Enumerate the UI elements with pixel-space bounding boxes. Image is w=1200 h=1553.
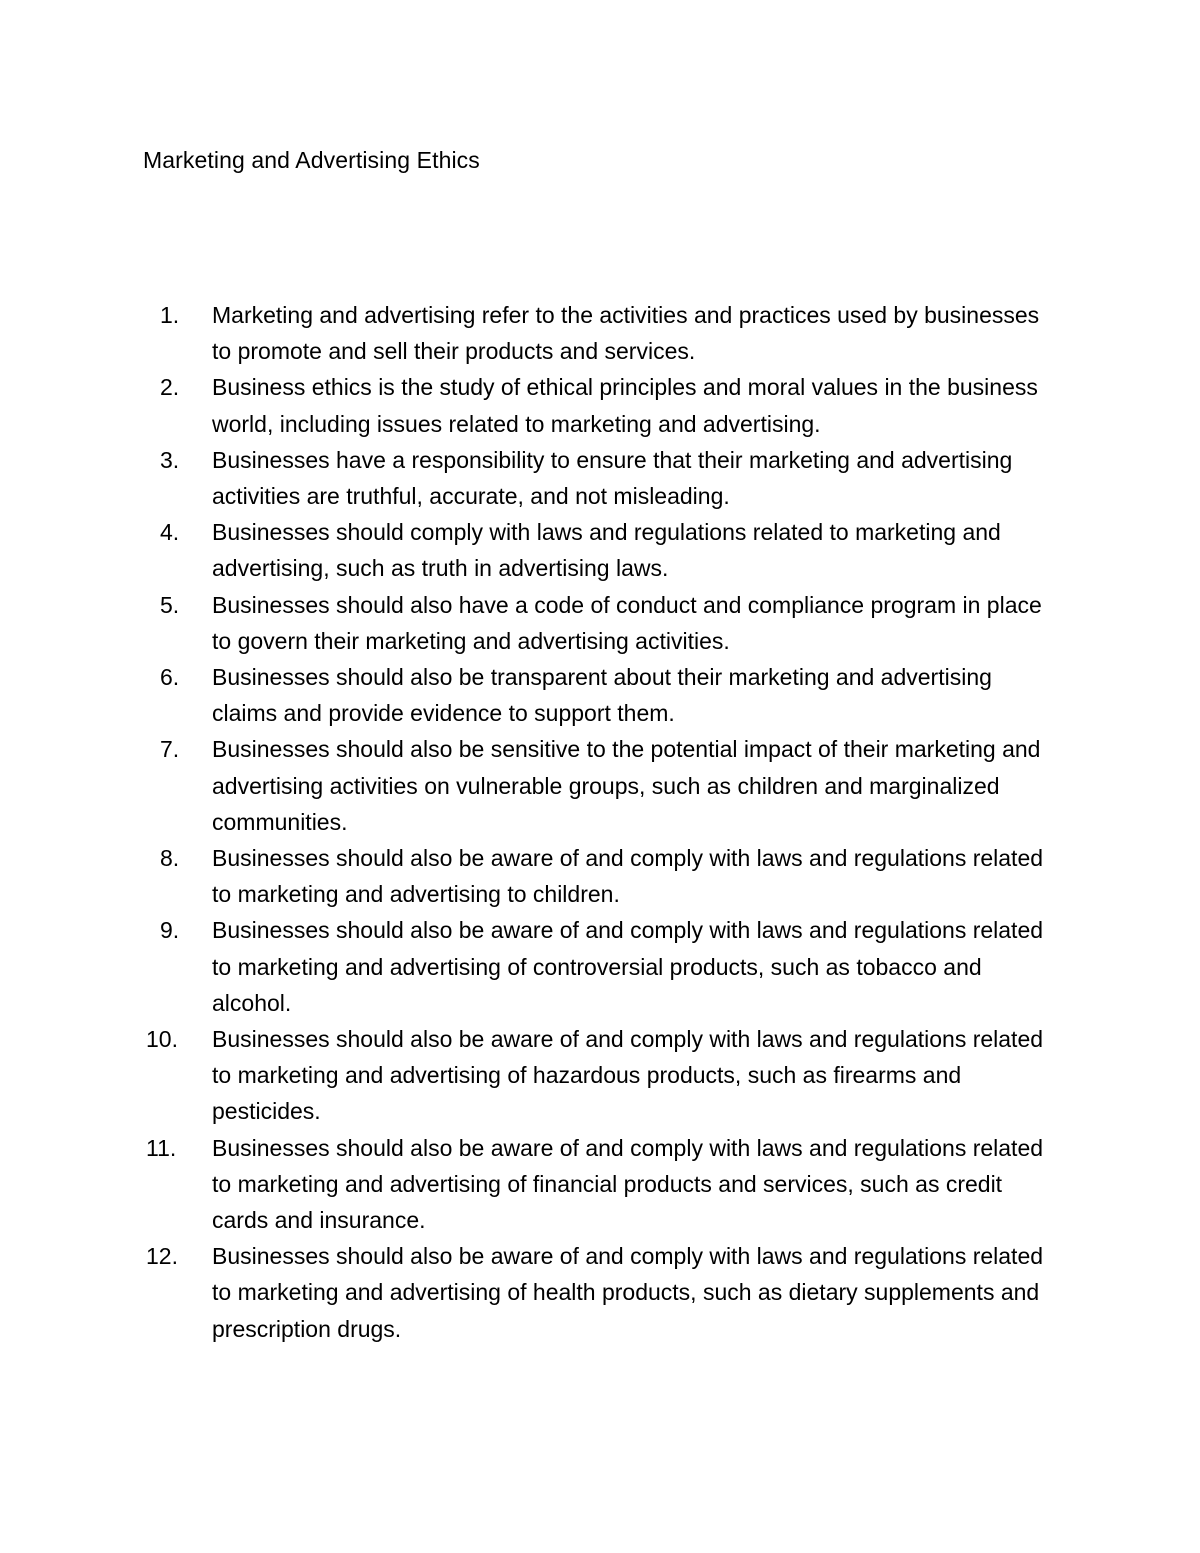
list-item-number: 3. bbox=[160, 446, 180, 473]
list-item-text: Business ethics is the study of ethical principles and moral values in the business world, including issues related to marketing and advertising. bbox=[212, 374, 1038, 437]
list-item bbox=[0, 731, 1062, 840]
list-item-number: 1. bbox=[160, 302, 180, 328]
list-item bbox=[0, 1238, 1062, 1347]
list-item-text: Marketing and advertising refer to the activities and practices used by businesses to promote and sell their products and services. bbox=[212, 302, 1040, 365]
list-item-text: Businesses should also be sensitive to the potential impact of their marketing and advertising activities on vulnerable groups, such as children and marginalized communities. bbox=[212, 736, 1041, 835]
list-item bbox=[0, 369, 1062, 441]
list-item-text: Businesses should also be transparent about their marketing and advertising claims and provide evidence to support them. bbox=[212, 664, 992, 727]
list-item bbox=[0, 1021, 1062, 1130]
list-item bbox=[0, 912, 1062, 1021]
list-item-text: Businesses have a responsibility to ensure that their marketing and advertising activities are truthful, accurate, and not misleading. bbox=[212, 446, 1013, 510]
list-item bbox=[0, 1130, 1062, 1239]
list-item-text: Businesses should also be aware of and comply with laws and regulations related to marketing and advertising of financial products and services, such as credit cards and insurance. bbox=[212, 1134, 1044, 1234]
list-item bbox=[0, 442, 1062, 514]
list-item-number: 12. bbox=[146, 1243, 178, 1270]
list-item bbox=[0, 659, 1062, 731]
list-item-number: 2. bbox=[160, 374, 180, 401]
list-item-text: Businesses should also be aware of and comply with laws and regulations related to marketing and advertising of hazardous products, such as firearms and pesticides. bbox=[212, 1026, 1044, 1125]
list-item-number: 11. bbox=[146, 1134, 177, 1161]
list-item-text: Businesses should also be aware of and comply with laws and regulations related to marketing and advertising of health products, such as dietary supplements and prescription drugs. bbox=[212, 1243, 1044, 1342]
list-item-number: 5. bbox=[160, 591, 180, 618]
list-item bbox=[0, 297, 1062, 369]
list-item bbox=[0, 587, 1062, 659]
list-item-number: 10. bbox=[146, 1026, 178, 1053]
list-item-text: Businesses should also have a code of conduct and compliance program in place to govern their marketing and advertising activities. bbox=[212, 591, 1042, 654]
list-item-number: 4. bbox=[160, 519, 180, 546]
list-item-text: Businesses should comply with laws and regulations related to marketing and advertising, such as truth in advertising laws. bbox=[212, 519, 1001, 582]
list-item bbox=[0, 840, 1062, 912]
list-item-number: 6. bbox=[160, 664, 180, 691]
list-item-number: 9. bbox=[160, 917, 180, 944]
document-title: Marketing and Advertising Ethics bbox=[143, 147, 480, 173]
list-item bbox=[0, 514, 1062, 586]
list-item-number: 7. bbox=[160, 736, 180, 763]
list-item-text: Businesses should also be aware of and comply with laws and regulations related to marketing and advertising to children. bbox=[212, 845, 1044, 908]
list-item-number: 8. bbox=[160, 845, 180, 872]
numbered-list bbox=[0, 297, 1200, 1347]
list-item-text: Businesses should also be aware of and comply with laws and regulations related to marketing and advertising of controversial products, such as tobacco and alcohol. bbox=[212, 917, 1044, 1016]
